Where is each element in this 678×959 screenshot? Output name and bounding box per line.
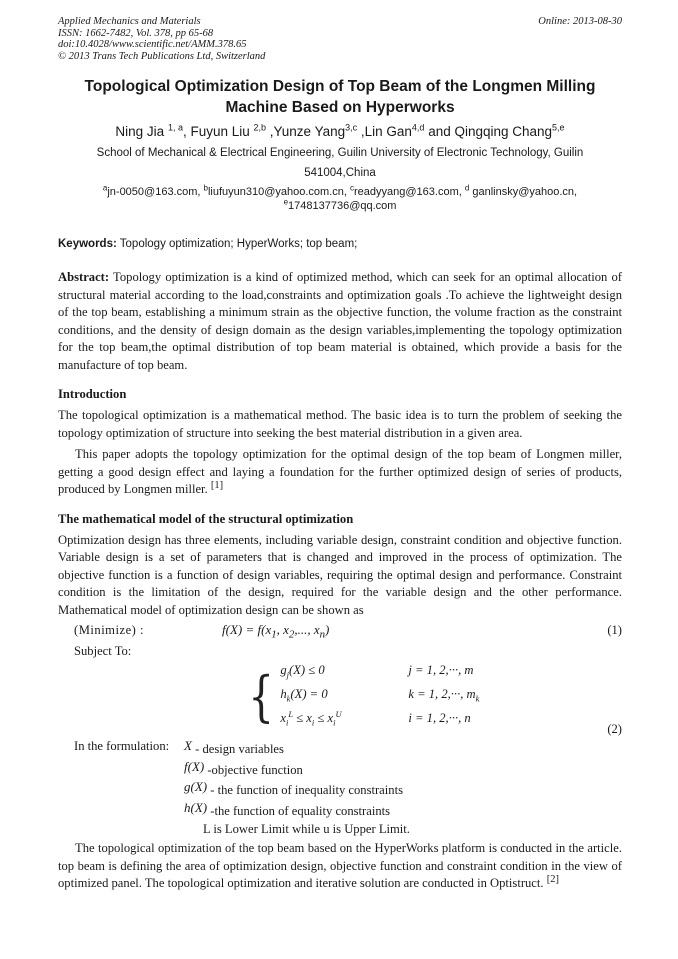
constraint-row-inequality <box>280 661 479 685</box>
abstract-label: Abstract: <box>58 270 110 285</box>
formulation-symbol: X <box>184 738 192 754</box>
paper-title: Topological Optimization Design of Top Beam of the Longmen Milling Machine Based on Hyperworks <box>84 78 596 117</box>
formulation-item-equality-constraints <box>184 801 410 822</box>
formulation-block <box>58 739 622 837</box>
limits-note: L is Lower Limit while u is Upper Limit. <box>203 822 410 837</box>
online-date: Online: 2013-08-30 <box>538 16 622 27</box>
equation-2-row <box>58 661 622 737</box>
formulation-symbol: f(X) <box>184 758 205 774</box>
journal-doi-line: doi:10.4028/www.scientific.net/AMM.378.65 <box>58 39 247 51</box>
abstract-text: Topology optimization is a kind of optimized method, which can seek for an optimal allocation of structural material according to the load,constraints and optimization goals .To achieve the lightweight design of the top beam, establishing a minimum strain as the objective function, the volume fraction as the constraint conditions, and the density of design domain as the design variables,implementing the topology optimization for the top beam,the optimal distribution of top beam material is obtained, which provide a basis for the manufacture of top beam. <box>58 270 622 372</box>
constraint-row-bounds <box>280 709 479 733</box>
subject-to-label: Subject To: <box>74 643 132 658</box>
formulation-items <box>184 739 410 837</box>
section-heading-math-model: The mathematical model of the structural optimization <box>58 511 354 526</box>
equation-1: $f(X) = f(x_1$, $x_2$,..., $x_n$) <box>222 622 330 641</box>
authors-line: Ning Jia $^{1, a}$, Fuyun Liu $^{2,b}$ ,Yunze Yang$^{3,c}$ ,Lin Gan$^{4,d}$ and Qingqing Chang$^{5,e}$ <box>115 122 565 140</box>
equation-1-row <box>58 622 622 641</box>
formulation-item-design-variables <box>184 739 410 760</box>
equation-1-number: (1) <box>607 623 622 638</box>
constraint-rows <box>280 661 479 733</box>
intro-paragraph-2: This paper adopts the topology optimization for the optimal design of the top beam of Longmen miller, getting a good design effect and laying a foundation for the further optimized design of series of products, produced by Longmen miller. [1] <box>58 447 622 497</box>
affiliation-line-2: 541004,China <box>304 167 376 180</box>
formulation-desc: -objective function <box>204 762 303 777</box>
formulation-label: In the formulation: <box>74 739 170 754</box>
formulation-desc: - the function of inequality constraints <box>207 783 403 798</box>
keywords-label: Keywords: <box>58 238 117 251</box>
journal-header-left <box>58 16 265 62</box>
model-paragraph: Optimization design has three elements, including variable design, constraint condition and objective function. Variable design is a set of parameters that is changed and improved in the process of optimization. The objective function is a function of design variables, requiring the optimal design and performance. Constraint condition is the limitation of the design, required for the variable design and the other performance. Mathematical model of optimization design can be shown as <box>58 532 622 617</box>
formulation-symbol: h(X) <box>184 799 208 815</box>
intro-paragraph-1: The topological optimization is a mathematical method. The basic idea is to turn the problem of seeking the topology optimization of structure into seeking the best material distribution in a given area. <box>58 408 622 440</box>
formulation-desc: - design variables <box>191 742 284 757</box>
author-emails-line-1: $^a$jn-0050@163.com, $^b$liufuyun310@yahoo.com.cn, $^c$readyyang@163.com, $^d$ ganlinsky@yahoo.cn, <box>102 183 578 199</box>
keywords-text: Topology optimization; HyperWorks; top beam; <box>116 238 358 251</box>
journal-header <box>58 16 622 62</box>
left-brace-glyph: { <box>248 664 275 728</box>
journal-issn-line: ISSN: 1662-7482, Vol. 378, pp 65-68 <box>58 27 214 39</box>
journal-name: Applied Mechanics and Materials <box>58 16 201 27</box>
formulation-symbol: g(X) <box>184 779 208 795</box>
minimize-label: (Minimize) : <box>74 623 145 638</box>
equations-block <box>58 622 622 737</box>
constraint-lhs: $h_k(X) = 0$ <box>280 686 328 704</box>
closing-paragraph: The topological optimization of the top beam based on the HyperWorks platform is conducted in the article. top beam is defining the area of optimization design, objective function and constraint condition in the view of optimized panel. The topological optimization and iterative solution are conducted in Optistruct. [2] <box>58 841 622 891</box>
author-emails-line-2: $^e$1748137736@qq.com <box>283 197 397 213</box>
keywords-line <box>58 238 622 250</box>
constraint-lhs: $x_i^L \le x_i \le x_i^U$ <box>280 708 342 728</box>
constraint-condition: i = 1, 2,···, n <box>408 711 471 725</box>
formulation-item-objective-function <box>184 760 410 781</box>
section-heading-introduction: Introduction <box>58 387 127 402</box>
journal-copyright-line: © 2013 Trans Tech Publications Ltd, Switzerland <box>58 50 266 62</box>
abstract-paragraph <box>58 269 622 374</box>
formulation-item-inequality-constraints <box>184 780 410 801</box>
constraint-row-equality <box>280 685 479 709</box>
constraint-condition: k = 1, 2,···, $m_k$ <box>408 686 480 704</box>
affiliation-line-1: School of Mechanical & Electrical Engineering, Guilin University of Electronic Technology, Guilin <box>96 147 584 160</box>
constraint-system <box>244 661 479 733</box>
constraint-condition: j = 1, 2,···, m <box>408 662 474 677</box>
equation-2-number: (2) <box>607 722 622 737</box>
constraint-lhs: $g_j(X) \le 0$ <box>280 662 325 680</box>
formulation-desc: -the function of equality constraints <box>207 803 391 818</box>
